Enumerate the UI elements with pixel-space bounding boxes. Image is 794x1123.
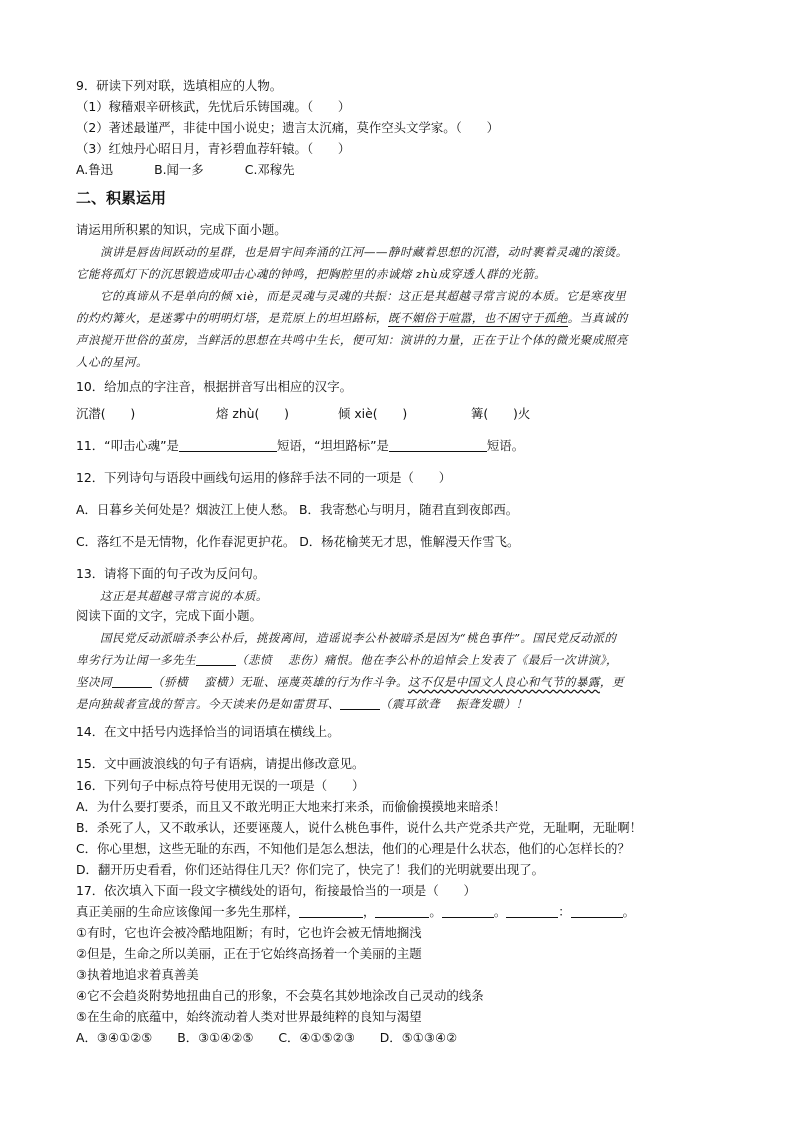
- passage-text: 卑劣行为让闻一多先生: [76, 653, 196, 667]
- q16-option-a: A．为什么要打要杀，而且又不敢光明正大地来打来杀，而偷偷摸摸地来暗杀！: [76, 799, 506, 814]
- passage-line: [76, 310, 628, 327]
- passage-line: [76, 696, 528, 712]
- q16-option-c: C．你心里想，这些无耻的东西，不知他们是怎么想法，他们的心理是什么状态，他们的心怎样长的？: [76, 841, 630, 856]
- passage-line: [76, 674, 624, 690]
- fill-blank[interactable]: [340, 696, 380, 710]
- q13-sentence: 这正是其超越寻常言说的本质。: [76, 589, 268, 603]
- q9-couplet-3: （3）红烛丹心昭日月，青衫碧血荐轩辕。（ ）: [76, 141, 351, 156]
- answer-blank[interactable]: [375, 904, 429, 918]
- passage-text: ，更: [599, 675, 624, 689]
- passage-line: [76, 652, 618, 668]
- q12-options-ab: A．日暮乡关何处是？烟波江上使人愁。 B．我寄愁心与明月，随君直到夜郎西。: [76, 502, 519, 517]
- q11: [76, 438, 524, 454]
- q11-text-a: 11．“叩击心魂”是: [76, 438, 179, 453]
- q17-lead: 真正美丽的生命应该像闻一多先生那样， ， 。 。 ： 。: [76, 904, 635, 919]
- passage-line: 演讲是唇齿间跃动的星群，也是眉宇间奔涌的江河——静时藏着思想的沉潜，动时裹着灵魂的滚烫。: [76, 245, 628, 259]
- q14: 14．在文中括号内选择恰当的词语填在横线上。: [76, 724, 340, 739]
- fill-blank[interactable]: [112, 674, 152, 688]
- answer-blank[interactable]: [389, 438, 487, 452]
- answer-blank[interactable]: [179, 438, 277, 452]
- q17-sentence-3: ③执着地追求着真善美: [76, 967, 199, 982]
- passage-line: 人心的星河。: [76, 355, 148, 369]
- q17-sentence-2: ②但是，生命之所以美丽，正在于它始终高扬着一个美丽的主题: [76, 946, 422, 961]
- q10-item-2: 熔 zhù( ): [216, 406, 289, 421]
- q12-title: 12．下列诗句与语段中画线句运用的修辞手法不同的一项是（ ）: [76, 470, 452, 485]
- q17-sentence-5: ⑤在生命的底蕴中，始终流动着人类对世界最纯粹的良知与渴望: [76, 1009, 422, 1024]
- q9-couplet-1: （1）稼穑艰辛研核武，先忧后乐铸国魂。（ ）: [76, 99, 351, 114]
- q11-text-c: 短语。: [486, 438, 525, 453]
- q15: 15．文中画波浪线的句子有语病，请提出修改意见。: [76, 756, 365, 771]
- q9-title: 9．研读下列对联，选填相应的人物。: [76, 78, 283, 93]
- passage-text: 坚决同: [76, 675, 112, 689]
- answer-blank[interactable]: [442, 904, 494, 918]
- q9-couplet-2: （2）著述最谨严，非徒中国小说史；遗言太沉痛，莫作空头文学家。（ ）: [76, 120, 499, 135]
- passage-text: 。当真诚的: [567, 311, 628, 325]
- q10-title: 10．给加点的字注音，根据拼音写出相应的汉字。: [76, 379, 352, 394]
- q11-text-b: 短语，“坦坦路标”是: [276, 438, 389, 453]
- q17-title: 17．依次填入下面一段文字横线处的语句，衔接最恰当的一项是（ ）: [76, 883, 476, 898]
- instruction: 请运用所积累的知识，完成下面小题。: [76, 222, 287, 237]
- section-title: 二、积累运用: [76, 189, 167, 207]
- q16-option-d: D．翻开历史看看，你们还站得住几天？你们完了，快完了！我们的光明就要出现了。: [76, 862, 544, 877]
- q10-item-1: 沉潜( ): [76, 406, 136, 421]
- q17-lead-text: 真正美丽的生命应该像闻一多先生那样，: [76, 904, 300, 919]
- wavy-underlined-sentence: 这不仅是中国文人良心和气节的暴露: [407, 675, 600, 689]
- answer-blank[interactable]: [299, 904, 363, 918]
- answer-blank[interactable]: [571, 904, 623, 918]
- q17-sentence-4: ④它不会趋炎附势地扭曲自己的形象，不会莫名其妙地涂改自己灵动的线条: [76, 988, 484, 1003]
- q16-option-b: B．杀死了人，又不敢承认，还要诬蔑人，说什么桃色事件，说什么共产党杀共产党，无耻啊，无耻啊！: [76, 820, 643, 835]
- passage-line: 国民党反动派暗杀李公朴后，挑拨离间，造谣说李公朴被暗杀是因为“桃色事件”。国民党反动派的: [76, 631, 617, 645]
- underlined-sentence: 既不媚俗于喧嚣，也不困守于孤绝: [387, 311, 568, 325]
- q16-title: 16．下列句子中标点符号使用无误的一项是（ ）: [76, 778, 365, 793]
- q9-options: A.鲁迅 B.闻一多 C.邓稼先: [76, 162, 295, 177]
- answer-blank[interactable]: [506, 904, 558, 918]
- q17-options: A．③④①②⑤ B．③①④②⑤ C．④①⑤②③ D．⑤①③④②: [76, 1030, 458, 1045]
- q17-sentence-1: ①有时，它也许会被冷酷地阻断；有时，它也许会被无情地搁浅: [76, 925, 422, 940]
- passage-text: （骄横 蛮横）无耻、诬蔑英雄的行为作斗争。: [151, 675, 408, 689]
- q13-title: 13．请将下面的句子改为反问句。: [76, 566, 266, 581]
- q10-item-4: 篝( )火: [471, 406, 531, 421]
- fill-blank[interactable]: [196, 652, 236, 666]
- passage-text: 的灼灼篝火，是迷雾中的明明灯塔，是荒原上的坦坦路标，: [76, 311, 388, 325]
- q12-options-cd: C．落红不是无情物，化作春泥更护花。 D．杨花榆荚无才思，惟解漫天作雪飞。: [76, 534, 520, 549]
- passage-line: 它的真谛从不是单向的倾 xiè，而是灵魂与灵魂的共振：这正是其超越寻常言说的本质。它是寒夜里: [76, 289, 627, 303]
- q10-item-3: 倾 xiè( ): [338, 406, 408, 421]
- passage-line: 声浪搅开世俗的茧房，当鲜活的思想在共鸣中生长，便可知：演讲的力量，正在于让个体的微光聚成照亮: [76, 333, 628, 347]
- passage-text: （悲愤 悲伤）痛恨。他在李公朴的追悼会上发表了《最后一次讲演》，: [235, 653, 619, 667]
- passage-text: 是向独裁者宣战的誓言。今天读来仍是如雷贯耳、: [76, 697, 340, 711]
- passage-line: 它能将孤灯下的沉思锻造成叩击心魂的钟鸣，把胸腔里的赤诚熔 zhù成穿透人群的光箭。: [76, 267, 547, 281]
- passage-text: （震耳欲聋 振聋发聩）！: [379, 697, 528, 711]
- instruction: 阅读下面的文字，完成下面小题。: [76, 608, 262, 623]
